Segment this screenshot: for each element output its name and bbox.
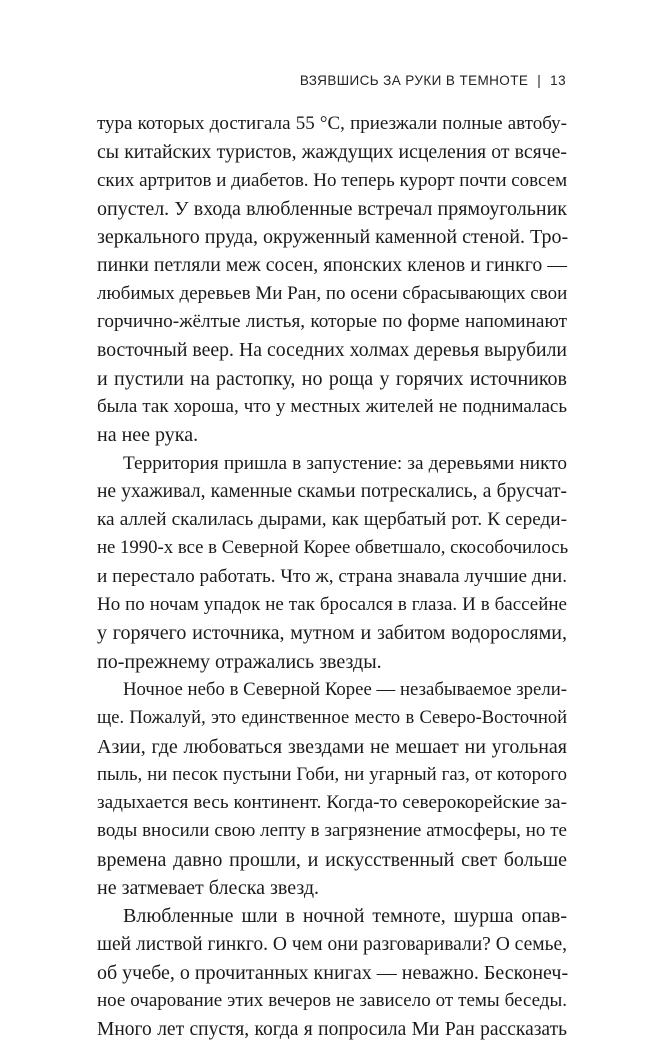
text-line: и пустили на растопку, но роща у горячих источников	[97, 367, 567, 390]
text-line: об учебе, о прочитанных книгах — неважно. Бесконеч-	[97, 961, 569, 984]
text-line: пыль, ни песок пустыни Гоби, ни угарный газ, от которого	[97, 763, 567, 785]
text-line: по-прежнему отражались звезды.	[97, 650, 382, 673]
text-line: у горячего источника, мутном и забитом водорослями,	[97, 622, 567, 645]
text-line: и перестало работать. Что ж, страна знавала лучшие дни.	[97, 565, 568, 587]
text-line: ное очарование этих вечеров не зависело от темы беседы.	[97, 990, 567, 1012]
text-line: восточный веер. На соседних холмах деревья вырубили	[97, 339, 567, 362]
running-head	[300, 73, 566, 88]
text-line: задыхается весь континент. Когда-то северокорейские за-	[97, 792, 567, 814]
text-line: любимых деревьев Ми Ран, по осени сбрасывающих свои	[97, 282, 568, 304]
header-separator: |	[537, 73, 542, 88]
text-line: шей листвой гинкго. О чем они разговаривали? О семье,	[97, 933, 567, 955]
text-line: воды вносили свою лепту в загрязнение атмосферы, но те	[97, 820, 567, 842]
text-line: не 1990-х все в Северной Корее обветшало, скособочилось	[97, 537, 569, 559]
text-line: зеркального пруда, окруженный каменной стеной. Тро-	[97, 226, 569, 249]
text-line: ка аллей скалилась дырами, как щербатый рот. К середи-	[97, 509, 567, 531]
text-line: Ночное небо в Северной Корее — незабываемое зрели-	[123, 678, 567, 700]
text-line: Много лет спустя, когда я попросила Ми Ран рассказать	[97, 1018, 567, 1040]
text-line: Влюбленные шли в ночной темноте, шурша опав-	[123, 905, 567, 928]
text-line: пинки петляли меж сосен, японских кленов и гинкго —	[97, 254, 567, 277]
body-text	[97, 110, 567, 1044]
page-number: 13	[550, 73, 566, 88]
text-line: была так хороша, что у местных жителей не поднималась	[97, 395, 567, 417]
text-line: Но по ночам упадок не так бросался в глаза. И в бассейне	[97, 594, 567, 616]
text-line: времена давно прошли, и искусственный свет больше	[97, 848, 567, 871]
text-line: тура которых достигала 55 °С, приезжали полные автобу-	[97, 113, 567, 134]
text-line: опустел. У входа влюбленные встречал прямоугольник	[97, 197, 567, 220]
text-line: сы китайских туристов, жаждущих исцеления от всяче-	[97, 141, 567, 164]
text-line: Территория пришла в запустение: за деревьями никто	[123, 452, 567, 474]
text-line: ще. Пожалуй, это единственное место в Северо-Восточной	[97, 708, 567, 729]
text-line: ских артритов и диабетов. Но теперь курорт почти совсем	[97, 169, 568, 191]
running-title: ВЗЯВШИСЬ ЗА РУКИ В ТЕМНОТЕ	[299, 73, 529, 88]
text-line: не ухаживал, каменные скамьи потрескались, а брусчат-	[97, 480, 567, 502]
text-line: горчично-жёлтые листья, которые по форме напоминают	[97, 311, 567, 333]
text-line: не затмевает блеска звезд.	[97, 877, 320, 900]
text-line: на нее рука.	[97, 424, 199, 447]
text-line: Азии, где любоваться звездами не мешает ни угольная	[97, 735, 567, 758]
